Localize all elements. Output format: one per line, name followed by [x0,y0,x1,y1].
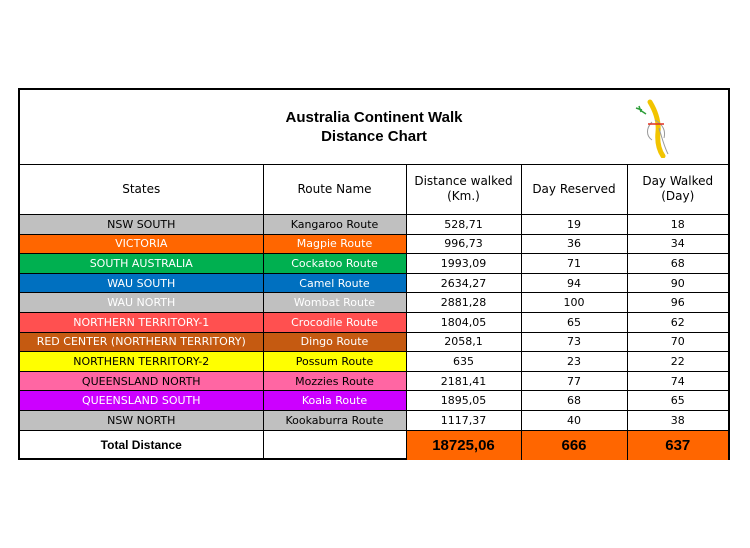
day-walked-cell: 90 [627,273,728,293]
day-walked-cell: 38 [627,410,728,430]
total-distance: 18725,06 [406,430,521,460]
distance-chart-sheet [18,88,730,460]
header-distance-line-2: (Km.) [447,189,480,203]
state-cell: QUEENSLAND NORTH [20,371,263,391]
table-row [20,215,728,235]
distance-cell: 2058,1 [406,332,521,352]
state-cell: NSW SOUTH [20,215,263,235]
title-line-2: Distance Chart [321,128,427,145]
title-line-1: Australia Continent Walk [285,109,463,126]
table-row [20,273,728,293]
day-walked-cell: 70 [627,332,728,352]
day-walked-cell: 62 [627,312,728,332]
state-cell: RED CENTER (NORTHERN TERRITORY) [20,332,263,352]
distance-table [20,164,728,460]
day-reserved-cell: 71 [521,254,627,274]
total-route-empty [263,430,406,460]
table-row [20,352,728,372]
header-distance [406,164,521,215]
total-day-reserved: 666 [521,430,627,460]
route-cell: Possum Route [263,352,406,372]
day-reserved-cell: 40 [521,410,627,430]
route-cell: Wombat Route [263,293,406,313]
table-row [20,312,728,332]
distance-cell: 1993,09 [406,254,521,274]
route-cell: Kookaburra Route [263,410,406,430]
total-row [20,430,728,460]
table-row [20,293,728,313]
day-reserved-cell: 68 [521,391,627,411]
day-reserved-cell: 94 [521,273,627,293]
state-cell: NORTHERN TERRITORY-2 [20,352,263,372]
header-day-walked-line-2: (Day) [661,189,695,203]
table-row [20,391,728,411]
distance-cell: 996,73 [406,234,521,254]
day-walked-cell: 68 [627,254,728,274]
day-reserved-cell: 65 [521,312,627,332]
day-walked-cell: 22 [627,352,728,372]
table-row [20,234,728,254]
distance-cell: 1117,37 [406,410,521,430]
day-walked-cell: 34 [627,234,728,254]
table-row [20,371,728,391]
state-cell: NORTHERN TERRITORY-1 [20,312,263,332]
header-day-walked [627,164,728,215]
distance-cell: 2181,41 [406,371,521,391]
day-reserved-cell: 19 [521,215,627,235]
day-walked-cell: 96 [627,293,728,313]
route-cell: Magpie Route [263,234,406,254]
header-route-name: Route Name [263,164,406,215]
chart-title [20,108,728,146]
day-walked-cell: 74 [627,371,728,391]
state-cell: VICTORIA [20,234,263,254]
day-reserved-cell: 36 [521,234,627,254]
header-day-reserved: Day Reserved [521,164,627,215]
title-area [20,90,728,165]
distance-cell: 1804,05 [406,312,521,332]
state-cell: WAU NORTH [20,293,263,313]
distance-cell: 528,71 [406,215,521,235]
total-day-walked: 637 [627,430,728,460]
total-label: Total Distance [20,430,263,460]
distance-cell: 2634,27 [406,273,521,293]
day-walked-cell: 65 [627,391,728,411]
route-cell: Koala Route [263,391,406,411]
day-walked-cell: 18 [627,215,728,235]
day-reserved-cell: 23 [521,352,627,372]
route-cell: Dingo Route [263,332,406,352]
day-reserved-cell: 77 [521,371,627,391]
table-body [20,215,728,431]
route-cell: Kangaroo Route [263,215,406,235]
walker-logo-icon [632,98,678,158]
state-cell: QUEENSLAND SOUTH [20,391,263,411]
header-row [20,164,728,215]
header-distance-line-1: Distance walked [414,174,513,188]
state-cell: SOUTH AUSTRALIA [20,254,263,274]
day-reserved-cell: 100 [521,293,627,313]
header-day-walked-line-1: Day Walked [642,174,714,188]
day-reserved-cell: 73 [521,332,627,352]
route-cell: Camel Route [263,273,406,293]
header-states: States [20,164,263,215]
state-cell: NSW NORTH [20,410,263,430]
route-cell: Mozzies Route [263,371,406,391]
distance-cell: 2881,28 [406,293,521,313]
distance-cell: 635 [406,352,521,372]
table-row [20,254,728,274]
table-row [20,332,728,352]
route-cell: Cockatoo Route [263,254,406,274]
distance-cell: 1895,05 [406,391,521,411]
route-cell: Crocodile Route [263,312,406,332]
table-row [20,410,728,430]
state-cell: WAU SOUTH [20,273,263,293]
